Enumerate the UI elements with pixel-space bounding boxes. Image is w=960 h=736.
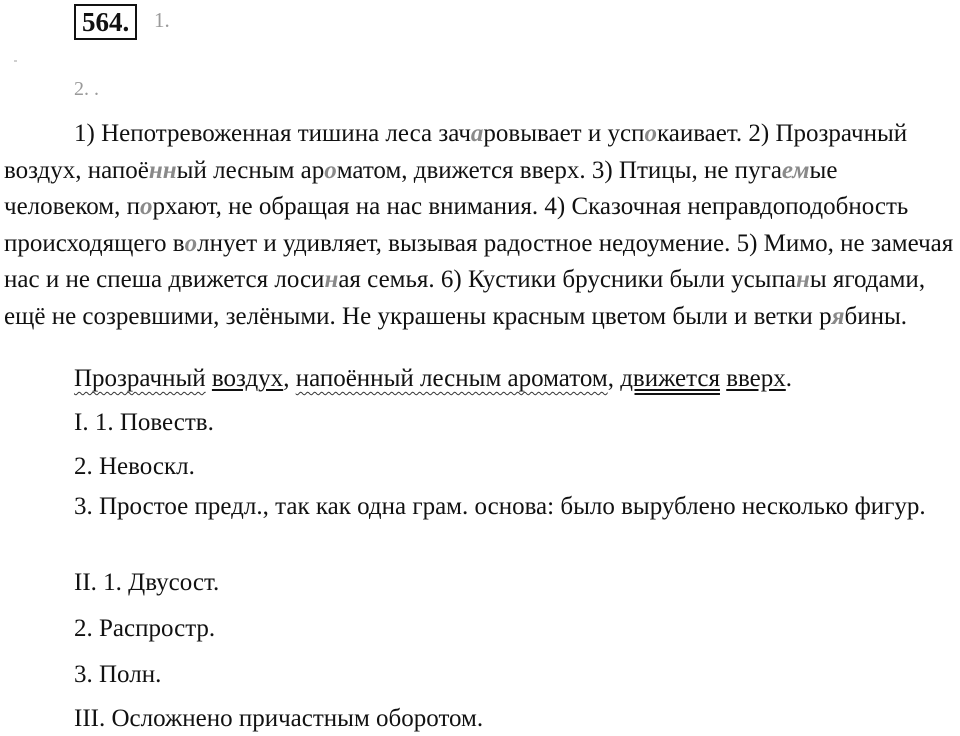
highlighted-letter: н	[324, 266, 339, 293]
task-2-marker: 2. .	[74, 78, 99, 100]
highlighted-letter: а	[470, 120, 484, 147]
highlighted-letter: ем	[781, 156, 810, 184]
analysis-ii1: II. 1. Двусост.	[74, 569, 220, 596]
highlighted-letter: о	[140, 193, 153, 220]
parsed-sentence	[74, 364, 792, 394]
analysis-iii: III. Осложнено причастным оборотом.	[74, 705, 484, 732]
text-part: бины.	[844, 302, 907, 330]
text-part: 1) Непотревоженная тишина леса зач	[74, 120, 471, 147]
subject-word: воздух	[211, 365, 284, 392]
analysis-i1: I. 1. Повеств.	[74, 409, 214, 436]
highlighted-letter: о	[324, 156, 337, 184]
text-part: рхают, не обращая на нас внимания. 4) Сказочная неправдоподобность происходящего в	[4, 193, 909, 257]
predicate-word: движется	[620, 365, 720, 392]
highlighted-letter: о	[644, 120, 657, 147]
analysis-ii2: 2. Распростр.	[74, 615, 216, 642]
scan-speck	[14, 60, 17, 62]
text-part: ровывает и усп	[483, 120, 645, 147]
comma: ,	[283, 365, 290, 392]
adverbial-word: вверх	[726, 365, 786, 392]
text-part: ы ягодами, ещё не созревшими, зелёными. Не украшены красным цветом были и ветки р	[4, 266, 926, 330]
participial-phrase: напоённый лесным ароматом	[295, 365, 608, 392]
highlighted-letter: нн	[148, 156, 177, 184]
highlighted-letter: н	[795, 266, 810, 293]
analysis-i3: 3. Простое предл., так как одна грам. основа: было вырублено несколько фигур.	[74, 493, 926, 520]
analysis-ii3: 3. Полн.	[74, 661, 162, 688]
analysis-i2: 2. Невоскл.	[74, 453, 195, 480]
text-part: ые человеком, п	[4, 156, 838, 220]
text-part: лнует и удивляет, вызывая радостное недоумение. 5) Мимо, не замечая нас и не спеша движется лоси	[4, 229, 954, 293]
exercise-text	[4, 116, 956, 335]
text-part: ая семья. 6) Кустики брусники были усыпа	[338, 266, 796, 293]
highlighted-letter: о	[184, 229, 198, 257]
text-part: каивает. 2) Прозрачный воздух, напоё	[4, 120, 908, 184]
comma: ,	[607, 365, 614, 392]
attribute-word: Прозрачный	[74, 365, 206, 392]
highlighted-letter: я	[831, 302, 845, 330]
exercise-number: 564.	[74, 4, 137, 40]
task-1-marker: 1.	[154, 8, 170, 32]
text-part: матом, движется вверх. 3) Птицы, не пуга	[336, 156, 782, 184]
text-part: ый лесным ар	[176, 156, 325, 184]
period: .	[785, 365, 793, 392]
